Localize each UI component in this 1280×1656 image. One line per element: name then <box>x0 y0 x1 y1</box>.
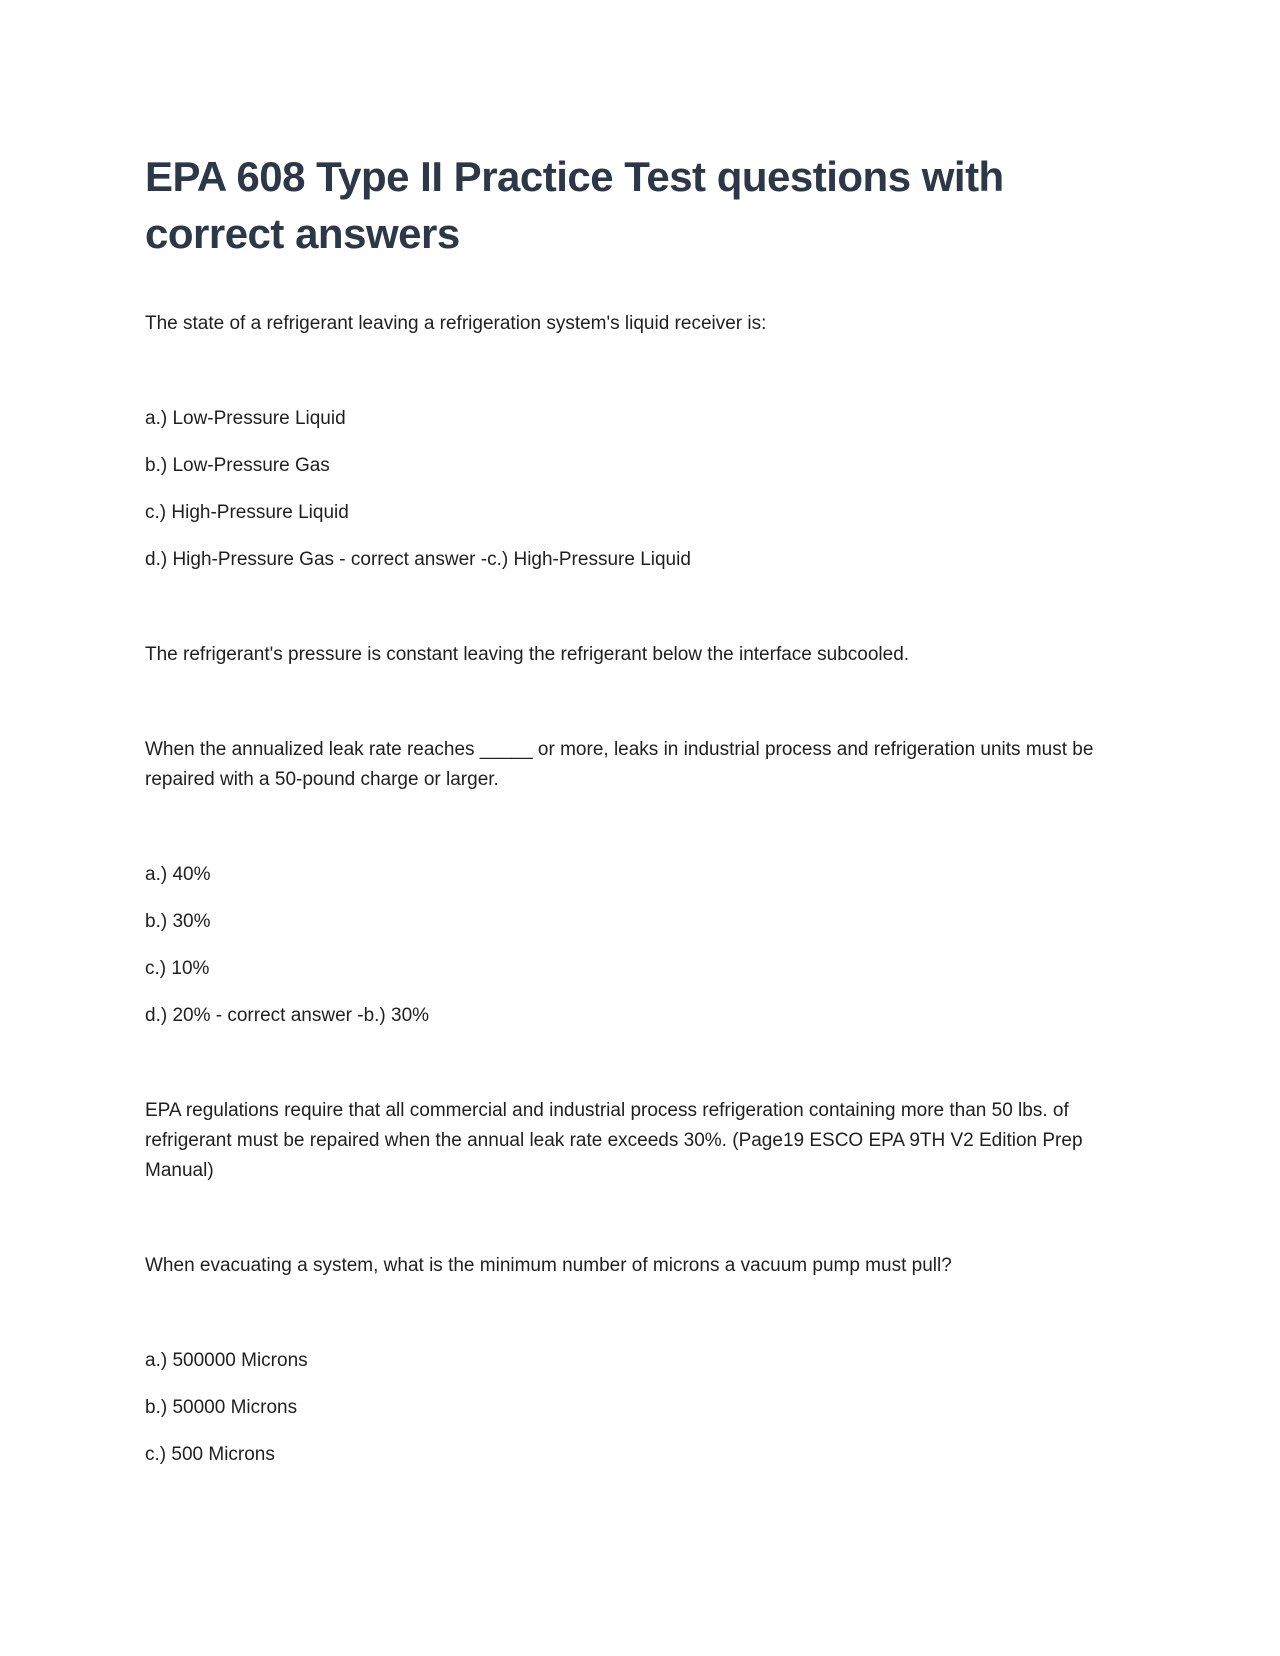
question-2-option-d-with-answer: d.) 20% - correct answer -b.) 30% <box>145 1005 430 1026</box>
question-3-option-b: b.) 50000 Microns <box>145 1397 298 1418</box>
question-1-explanation: The refrigerant's pressure is constant leaving the refrigerant below the interface subcooled. <box>145 644 910 665</box>
question-2-option-c: c.) 10% <box>145 958 210 979</box>
question-1-option-a: a.) Low-Pressure Liquid <box>145 408 346 429</box>
question-2-option-b: b.) 30% <box>145 911 211 932</box>
question-2-option-a: a.) 40% <box>145 864 211 885</box>
question-1-text: The state of a refrigerant leaving a refrigeration system's liquid receiver is: <box>145 313 767 334</box>
question-3-option-c: c.) 500 Microns <box>145 1444 275 1465</box>
page-title: EPA 608 Type II Practice Test questions with correct answers <box>145 153 1004 257</box>
question-2-text: When the annualized leak rate reaches _____ or more, leaks in industrial process and refrigeration units must be repaired with a 50-pound charge or larger. <box>145 739 1094 790</box>
question-1-option-b: b.) Low-Pressure Gas <box>145 455 330 476</box>
question-2-explanation: EPA regulations require that all commercial and industrial process refrigeration containing more than 50 lbs. of refrigerant must be repaired when the annual leak rate exceeds 30%. (Page19 ESCO EPA 9TH V2 Edition Prep Manual) <box>145 1100 1083 1181</box>
question-1-option-c: c.) High-Pressure Liquid <box>145 502 349 523</box>
document-content <box>145 148 1135 1470</box>
question-1-option-d-with-answer: d.) High-Pressure Gas - correct answer -c.) High-Pressure Liquid <box>145 549 691 570</box>
question-3-option-a: a.) 500000 Microns <box>145 1350 308 1371</box>
question-3-text: When evacuating a system, what is the minimum number of microns a vacuum pump must pull? <box>145 1255 952 1276</box>
